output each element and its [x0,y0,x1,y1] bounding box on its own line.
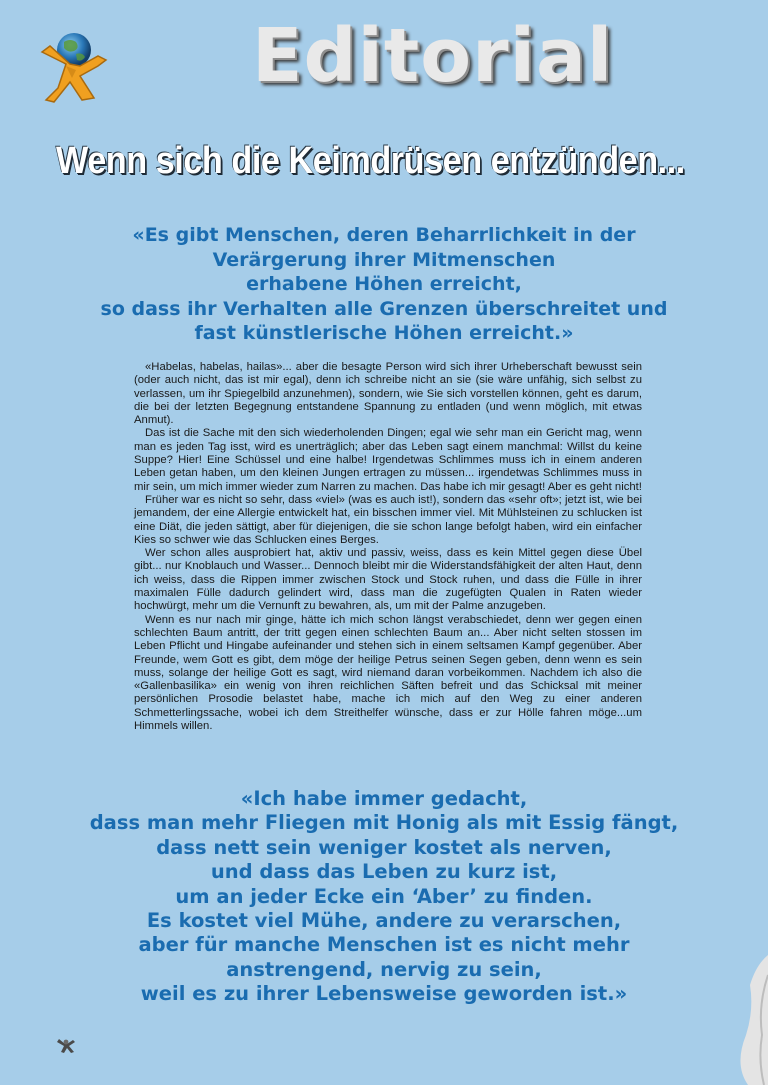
closing-quote-line: aber für manche Menschen ist es nicht mehr [138,933,630,957]
article-body [134,361,642,733]
body-paragraph: Wer schon alles ausprobiert hat, aktiv und passiv, weiss, dass es kein Mittel gegen diese Übel gibt... nur Knoblauch und Wasser... Dennoch bleibt mir die Widerstandsfähigkeit der alten Haut, denn ich weiss, dass die Rippen immer zwischen Stock und Stock ruhen, und dass die Fülle in ihrer maximalen Fülle dadurch gelindert wird, dass man die zugefügten Qualen in Raten wieder hochwürgt, mehr um die Vernunft zu bewahren, als, um mit der Palme anzugeben. [134,547,642,613]
body-paragraph: Früher war es nicht so sehr, dass «viel» (was es auch ist!), sondern das «sehr oft»; jetzt ist, wie bei jemandem, der eine Allergie entwickelt hat, ein bisschen immer viel. Mit Mühlsteinen zu schlucken ist eine Diät, die jeden sättigt, aber für diejenigen, die sie schon lange befolgt haben, wird ein einfacher Kies so schwer wie das Schlucken eines Berges. [134,493,642,546]
body-paragraph: Wenn es nur nach mir ginge, hätte ich mich schon längst verabschiedet, denn wer gegen einen schlechten Baum antritt, der tritt gegen einen schlechten Baum an... Aber nicht selten stossen im Leben Pflicht und Hingabe aufeinander und stehen sich in einem seltsamen Kampf gegenüber. Aber Freunde, wem Gott es gibt, dem möge der heilige Petrus seinen Segen geben, denn wenn es sein muss, solange der heilige Gott es sagt, wird niemand daran vorbeikommen. Nachdem ich also die «Gallenbasilika» ein wenig von ihren reichlichen Säften befreit und das Schicksal mit meiner persönlichen Prosodie belastet habe, mache ich mich auf den Weg zu einer anderen Schmetterlingssache, wobei ich dem Streithelfer wünsche, dass er zur Hölle fahren möge...um Himmels willen. [134,613,642,733]
body-paragraph: Das ist die Sache mit den sich wiederholenden Dingen; egal wie sehr man ein Gericht mag, wenn man es jeden Tag isst, wird es unerträglich; aber das Leben sagt einem manchmal: Willst du keine Suppe? Hier! Eine Schüssel und eine halbe! Irgendetwas Schlimmes muss ich in einem anderen Leben getan haben, um den kleinen Jungen ertragen zu müssen... irgendetwas Schlimmes muss in mir sein, um mich immer wieder zum Narren zu machen. Das habe ich mir gesagt! Aber es geht nicht! [134,427,642,493]
intro-quote-line: erhabene Höhen erreicht, [246,273,522,295]
closing-quote-line: anstrengend, nervig zu sein, [226,957,542,981]
closing-pull-quote [40,787,728,1007]
intro-quote-line: fast künstlerische Höhen erreicht.» [194,322,574,344]
closing-quote-line: und dass das Leben zu kurz ist, [210,860,558,884]
closing-quote-line: dass man mehr Fliegen mit Honig als mit Essig fängt, [89,811,679,835]
closing-quote-line: Es kostet viel Mühe, andere zu verarschen, [146,909,622,933]
intro-quote-line: Verärgerung ihrer Mitmenschen [212,248,556,271]
intro-quote-line: «Es gibt Menschen, deren Beharrlichkeit in der [132,224,636,246]
article-headline: Wenn sich die Keimdrüsen entzünden... [56,140,685,182]
intro-pull-quote [40,223,728,346]
small-figure-icon [56,1038,76,1054]
corner-decoration [728,955,768,1085]
editorial-banner-title: Editorial [252,13,614,99]
closing-quote-line: «Ich habe immer gedacht, [240,787,528,810]
closing-quote-line: um an jeder Ecke ein ‘Aber’ zu finden. [175,884,593,908]
closing-quote-line: weil es zu ihrer Lebensweise geworden ist.» [140,982,628,1006]
closing-quote-line: dass nett sein weniger kostet als nerven, [156,835,612,859]
globe-figure-logo [36,30,116,106]
intro-quote-line: so dass ihr Verhalten alle Grenzen überschreitet und [100,297,668,320]
body-paragraph: «Habelas, habelas, hailas»... aber die besagte Person wird sich ihrer Urheberschaft bewusst sein (oder auch nicht, das ist mir egal), denn ich schreibe nicht an sie (sie wäre unfähig, sich selbst zu verlassen, um ihr Spiegelbild anzunehmen), sondern, wie Sie sich vorstellen können, geht es darum, die bei der letzten Begegnung entstandene Spannung zu entladen (und wenn möglich, mit etwas Anmut). [134,361,642,427]
